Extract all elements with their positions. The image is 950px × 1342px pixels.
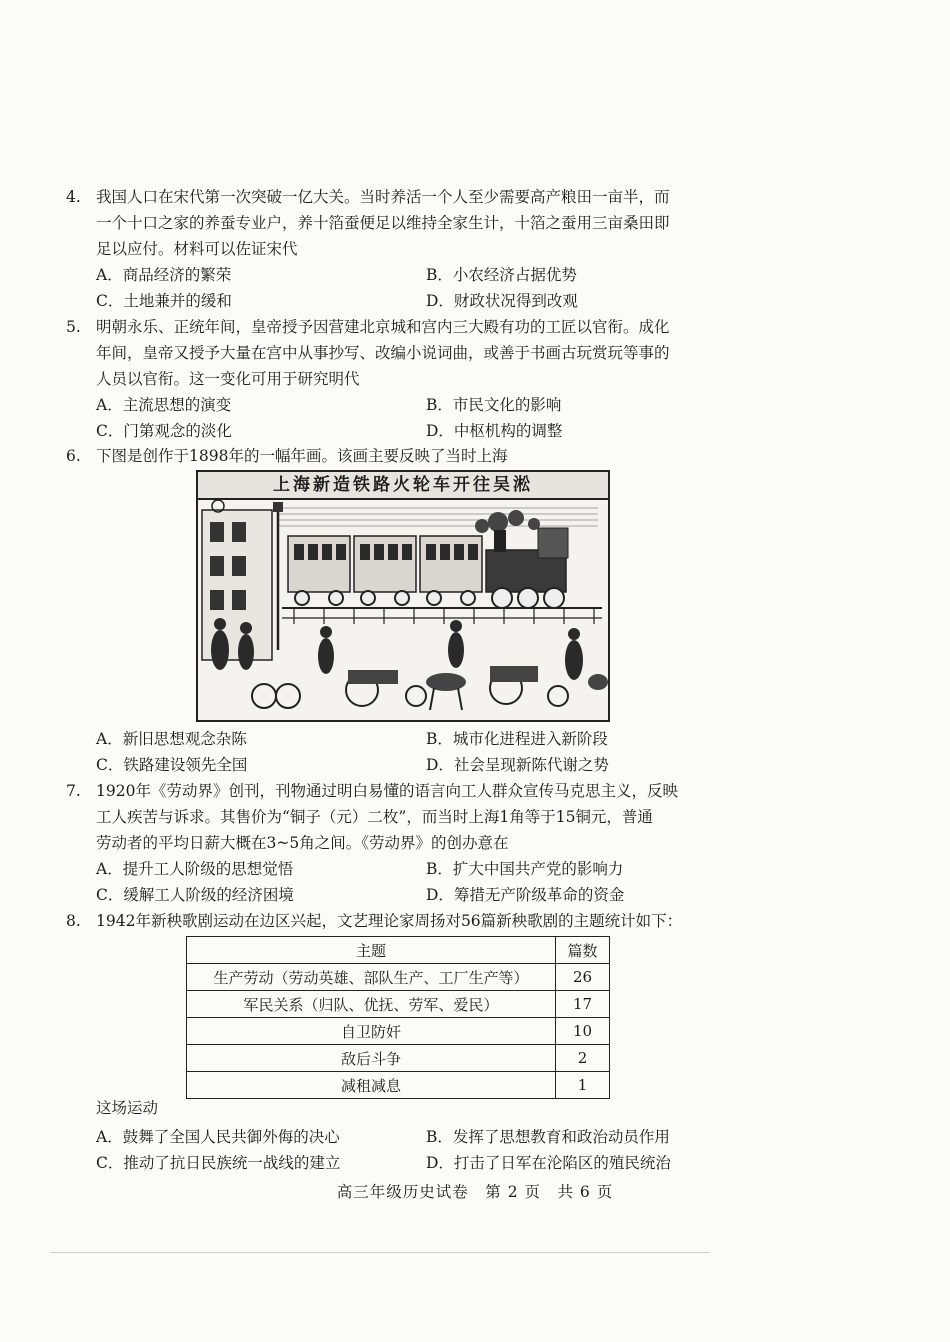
option-b[interactable]: B．扩大中国共产党的影响力 <box>426 860 624 878</box>
column-header-theme: 主题 <box>187 937 556 964</box>
page-footer: 高三年级历史试卷 第 2 页 共 6 页 <box>336 1183 614 1201</box>
question-5 <box>66 314 736 444</box>
theme-cell: 生产劳动（劳动英雄、部队生产、工厂生产等） <box>187 964 556 991</box>
count-cell: 26 <box>556 964 610 991</box>
option-a[interactable]: A．提升工人阶级的思想觉悟 <box>96 860 294 878</box>
question-stem: 7. 1920年《劳动界》创刊，刊物通过明白易懂的语言向工人群众宣传马克思主义，反映 工人疾苦与诉求。其售价为“铜子（元）二枚”，而当时上海1角等于15铜元，普通 劳动者的平均日薪大概在3~5角之间。《劳动界》的创办意在 <box>66 778 736 856</box>
table-row <box>187 964 610 991</box>
table-row <box>187 991 610 1018</box>
column-header-count: 篇数 <box>556 937 610 964</box>
table-header-row <box>187 937 610 964</box>
question-6 <box>66 443 736 469</box>
question-stem: 4. 我国人口在宋代第一次突破一亿大关。当时养活一个人至少需要高产粮田一亩半，而 一个十口之家的养蚕专业户，养十箔蚕便足以维持全家生计，十箔之蚕用三亩桑田即 足以应付。材料可以佐证宋代 <box>66 184 736 262</box>
table-row <box>187 1045 610 1072</box>
question-7 <box>66 778 736 908</box>
question-8-options <box>66 1124 736 1176</box>
option-d[interactable]: D．打击了日军在沦陷区的殖民统治 <box>426 1154 671 1172</box>
options <box>66 856 736 908</box>
question-number: 4. <box>66 188 81 206</box>
theme-cell: 自卫防奸 <box>187 1018 556 1045</box>
question-6-options <box>66 726 736 778</box>
table-row <box>187 1018 610 1045</box>
table-row <box>187 1072 610 1099</box>
option-d[interactable]: D．筹措无产阶级革命的资金 <box>426 886 625 904</box>
options <box>66 262 736 314</box>
option-a[interactable]: A．鼓舞了全国人民共御外侮的决心 <box>96 1128 340 1146</box>
option-d[interactable]: D．社会呈现新陈代谢之势 <box>426 756 609 774</box>
question-8 <box>66 908 736 934</box>
option-a[interactable]: A．新旧思想观念杂陈 <box>96 730 247 748</box>
option-b[interactable]: B．城市化进程进入新阶段 <box>426 730 608 748</box>
question-number: 8. <box>66 912 81 930</box>
theme-cell: 敌后斗争 <box>187 1045 556 1072</box>
theme-statistics-table <box>186 936 610 1099</box>
question-stem: 6. 下图是创作于1898年的一幅年画。该画主要反映了当时上海 <box>66 443 736 469</box>
new-year-print-image <box>196 470 610 722</box>
question-stem: 8. 1942年新秧歌剧运动在边区兴起，文艺理论家周扬对56篇新秧歌剧的主题统计如下： <box>66 908 736 934</box>
count-cell: 17 <box>556 991 610 1018</box>
option-a[interactable]: A．主流思想的演变 <box>96 396 232 414</box>
option-b[interactable]: B．市民文化的影响 <box>426 396 562 414</box>
scan-edge-divider <box>50 1252 710 1253</box>
question-number: 7. <box>66 782 81 800</box>
option-c[interactable]: C．缓解工人阶级的经济困境 <box>96 886 294 904</box>
option-a[interactable]: A．商品经济的繁荣 <box>96 266 232 284</box>
count-cell: 10 <box>556 1018 610 1045</box>
option-d[interactable]: D．财政状况得到改观 <box>426 292 578 310</box>
question-stem: 5. 明朝永乐、正统年间，皇帝授予因营建北京城和宫内三大殿有功的工匠以官衔。成化 年间，皇帝又授予大量在宫中从事抄写、改编小说词曲，或善于书画古玩赏玩等事的 人员以官衔。这一变化可用于研究明代 <box>66 314 736 392</box>
option-d[interactable]: D．中枢机构的调整 <box>426 422 563 440</box>
theme-cell: 军民关系（归队、优抚、劳军、爱民） <box>187 991 556 1018</box>
question-8-prompt: 这场运动 <box>96 1099 159 1117</box>
question-4 <box>66 184 736 314</box>
count-cell: 2 <box>556 1045 610 1072</box>
question-number: 6. <box>66 447 81 465</box>
option-c[interactable]: C．推动了抗日民族统一战线的建立 <box>96 1154 341 1172</box>
train-scene-illustration <box>198 500 608 718</box>
options <box>66 1124 736 1176</box>
option-c[interactable]: C．门第观念的淡化 <box>96 422 232 440</box>
theme-cell: 减租减息 <box>187 1072 556 1099</box>
option-c[interactable]: C．土地兼并的缓和 <box>96 292 232 310</box>
options <box>66 392 736 444</box>
question-number: 5. <box>66 318 81 336</box>
option-c[interactable]: C．铁路建设领先全国 <box>96 756 248 774</box>
options <box>66 726 736 778</box>
option-b[interactable]: B．发挥了思想教育和政治动员作用 <box>426 1128 670 1146</box>
count-cell: 1 <box>556 1072 610 1099</box>
option-b[interactable]: B．小农经济占据优势 <box>426 266 577 284</box>
print-title: 上海新造铁路火轮车开往吴淞 <box>198 472 608 500</box>
